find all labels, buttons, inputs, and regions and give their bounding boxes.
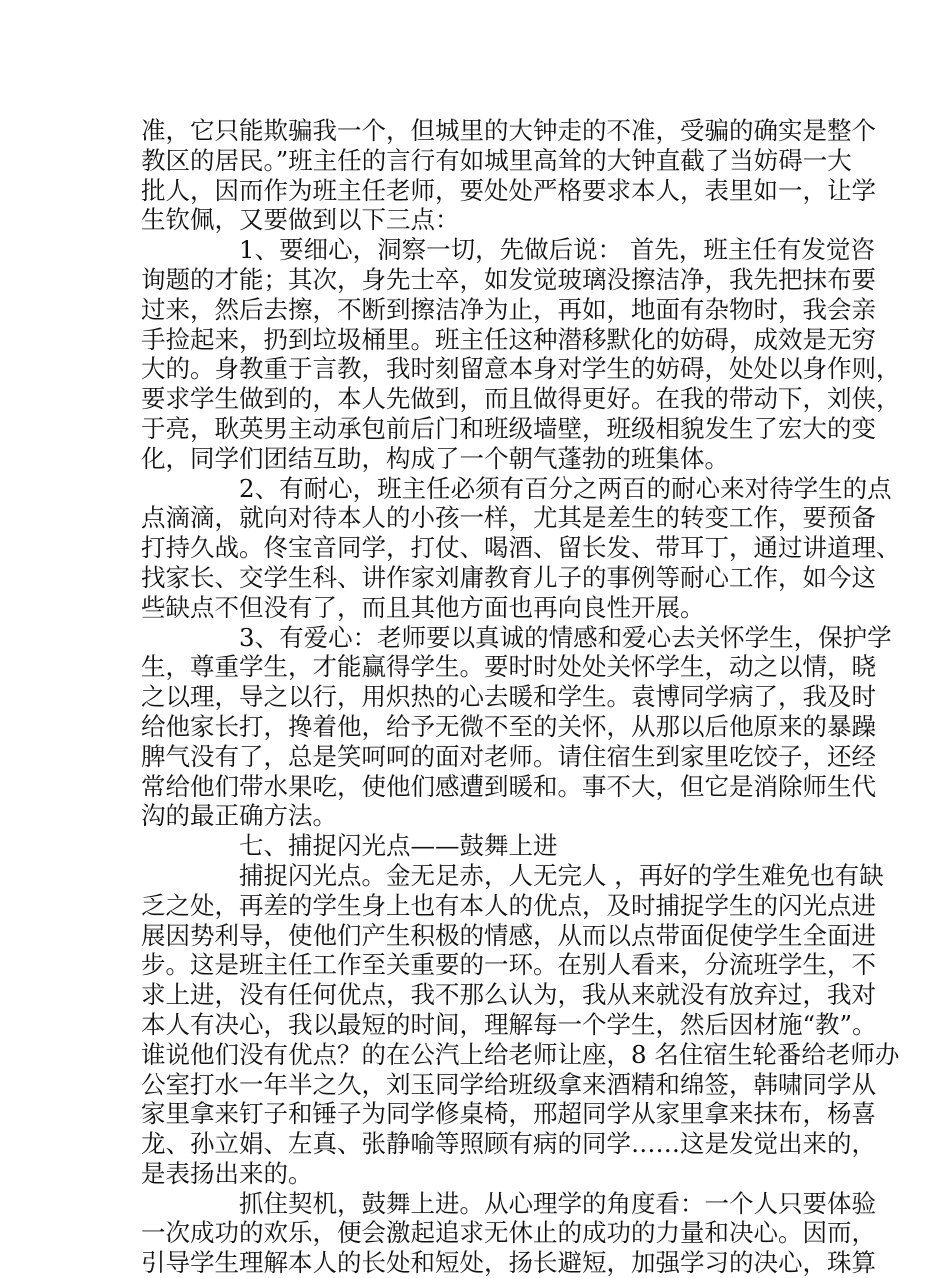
- text-line: 询题的才能；其次，身先士卒，如发觉玻璃没擦洁净，我先把抹布要: [141, 264, 876, 294]
- section-heading: 七、捕捉闪光点——鼓舞上进: [239, 831, 558, 861]
- text-line: 批人，因而作为班主任老师，要处处严格要求本人，表里如一，让学: [141, 175, 876, 205]
- text-line: 乏之处，再差的学生身上也有本人的优点，及时捕捉学生的闪光点进: [141, 890, 876, 920]
- text-line: 找家长、交学生科、讲作家刘庸教育儿子的事例等耐心工作，如今这: [141, 562, 876, 592]
- text-line: 龙、孙立娟、左真、张静喻等照顾有病的同学……这是发觉出来的，: [141, 1129, 876, 1159]
- text-line: 点滴滴，就向对待本人的小孩一样，尤其是差生的转变工作，要预备: [141, 503, 876, 533]
- text-line: 脾气没有了，总是笑呵呵的面对老师。请住宿生到家里吃饺子，还经: [141, 741, 876, 771]
- text-line: 大的。身教重于言教，我时刻留意本身对学生的妨碍，处处以身作则，: [141, 354, 901, 384]
- text-line: 教区的居民。”班主任的言行有如城里高耸的大钟直截了当妨碍一大: [141, 145, 852, 175]
- text-line: 给他家长打，搀着他，给予无微不至的关怀，从那以后他原来的暴躁: [141, 711, 876, 741]
- text-line: 是表扬出来的。: [141, 1158, 313, 1188]
- text-line: 沟的最正确方法。: [141, 801, 337, 831]
- text-line: 于亮，耿英男主动承包前后门和班级墙壁，班级相貌发生了宏大的变: [141, 413, 876, 443]
- text-line: 打持久战。佟宝音同学，打仗、喝酒、留长发、带耳丁，通过讲道理、: [141, 533, 901, 563]
- text-line: 引导学生理解本人的长处和短处，扬长避短，加强学习的决心，珠算: [141, 1248, 876, 1278]
- text-line: 生，尊重学生，才能赢得学生。要时时处处关怀学生，动之以情，晓: [141, 652, 876, 682]
- body-text: [141, 116, 901, 1278]
- text-line: 些缺点不但没有了，而且其他方面也再向良性开展。: [141, 592, 705, 622]
- text-line: 求上进，没有任何优点，我不那么认为，我从来就没有放弃过，我对: [141, 980, 876, 1010]
- text-line: 家里拿来钉子和锤子为同学修桌椅，邢超同学从家里拿来抹布，杨喜: [141, 1099, 876, 1129]
- text-line: 谁说他们没有优点？的在公汽上给老师让座，8 名住宿生轮番给老师办: [141, 1039, 900, 1069]
- text-line: 之以理，导之以行，用炽热的心去暖和学生。袁博同学病了，我及时: [141, 682, 876, 712]
- text-line: 手捡起来，扔到垃圾桶里。班主任这种潜移默化的妨碍，成效是无穷: [141, 324, 876, 354]
- text-line: 本人有决心，我以最短的时间，理解每一个学生，然后因材施“教”。: [141, 1009, 877, 1039]
- text-line: 化，同学们团结互助，构成了一个朝气蓬勃的班集体。: [141, 443, 729, 473]
- text-line: 2、有耐心，班主任必须有百分之两百的耐心来对待学生的点: [239, 473, 892, 503]
- text-line: 生钦佩，又要做到以下三点：: [141, 205, 460, 235]
- text-line: 3、有爱心：老师要以真诚的情感和爱心去关怀学生，保护学: [239, 622, 892, 652]
- text-line: 公室打水一年半之久，刘玉同学给班级拿来酒精和绵签，韩啸同学从: [141, 1069, 876, 1099]
- text-line: 要求学生做到的，本人先做到，而且做得更好。在我的带动下，刘侠，: [141, 384, 901, 414]
- text-line: 展因势利导，使他们产生积极的情感，从而以点带面促使学生全面进: [141, 920, 876, 950]
- text-line: 捕捉闪光点。金无足赤，人无完人 ，再好的学生难免也有缺: [239, 860, 884, 890]
- text-line: 常给他们带水果吃，使他们感遭到暖和。事不大，但它是消除师生代: [141, 771, 876, 801]
- text-line: 抓住契机，鼓舞上进。从心理学的角度看：一个人只要体验: [239, 1188, 876, 1218]
- text-line: 过来，然后去擦，不断到擦洁净为止，再如，地面有杂物时，我会亲: [141, 294, 876, 324]
- text-line: 步。这是班主任工作至关重要的一环。在别人看来，分流班学生，不: [141, 950, 876, 980]
- text-line: 1、要细心，洞察一切，先做后说： 首先，班主任有发觉咨: [239, 235, 875, 265]
- text-line: 准，它只能欺骗我一个，但城里的大钟走的不准，受骗的确实是整个: [141, 116, 876, 145]
- text-line: 一次成功的欢乐，便会激起追求无休止的成功的力量和决心。因而，: [141, 1218, 876, 1248]
